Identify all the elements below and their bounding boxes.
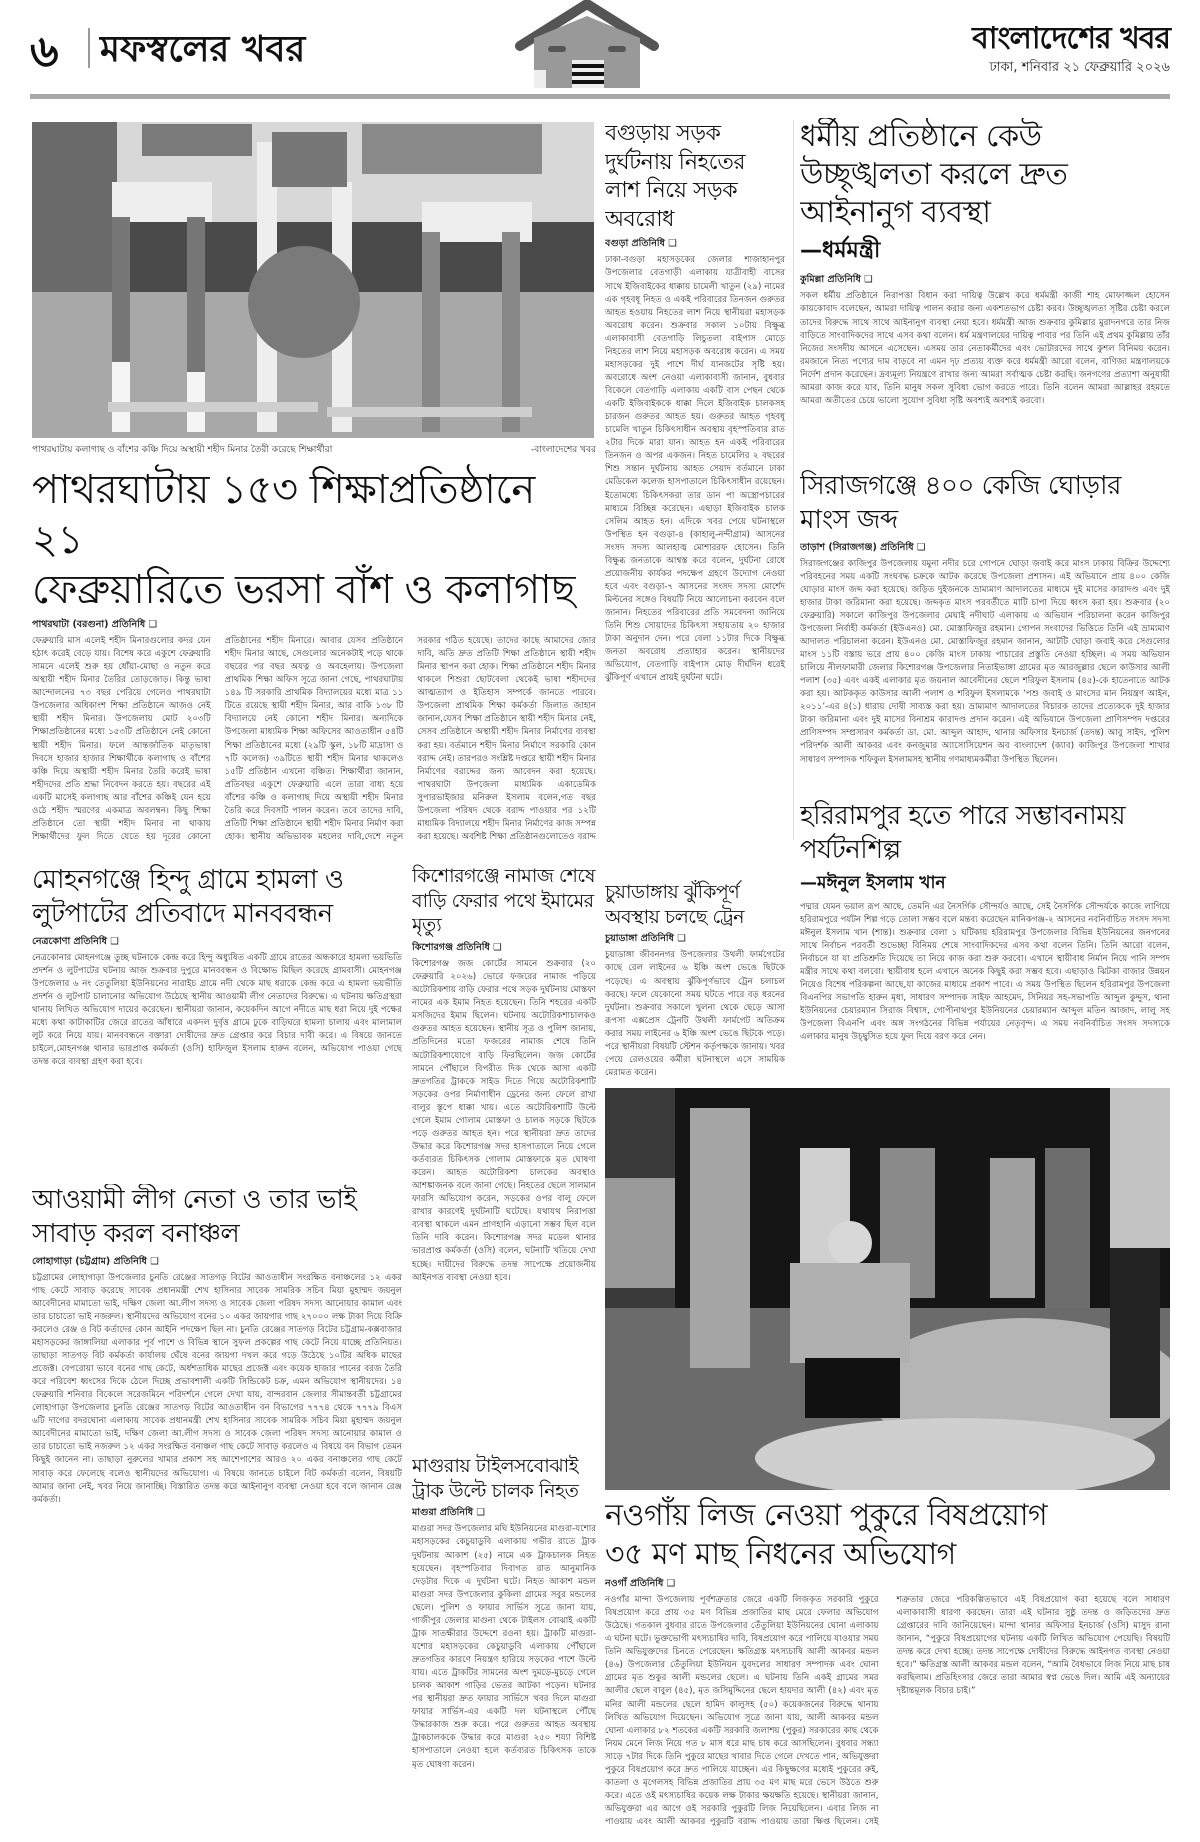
headline-harirampur: হরিরামপুর হতে পারে সম্ভাবনাময় পর্যটনশিল্প — [800, 801, 1126, 865]
article-bogura — [605, 120, 785, 872]
byline-magura: মাগুরা প্রতিনিধি ❑ — [412, 1507, 485, 1519]
article-sirajganj — [800, 470, 1170, 792]
house-icon — [512, 0, 662, 88]
article-body-bogura: ঢাকা-বগুড়া মহাসড়কের জেলার শাজাহানপুর উপজেলার বেতগাড়ী এলাকায় যাত্রীবাহী বাসের সাথে ইজিবাইকের ধাক্কায় চামেলী খাতুন (২৯) নামের এক গৃহবধূ নিহত ও একই পরিবারের তিনজন গুরুতর আহত হওয়ায় নিহতের লাশ নিয়ে স্থানীয়রা মহাসড়ক অবরোধ করেন। শুক্রবার সকাল ১০টায় বিক্ষুব্ধ এলাকাবাসী বেতগাড়ি লিচুতলা বাইপাস মোড়ে নিহতের লাশ নিয়ে মহাসড়ক অবরোধ করেন। এ সময় মহাসড়কের দুই পাশে দীর্ঘ যানজটের সৃষ্টি হয়। অবরোধে অংশ নেওয়া এলাকাবাসী জানান, বুধবার বিকেলে বেতগাড়ি এলাকায় একটি বাস পেছন থেকে একটি ইজিবাইককে ধাক্কা দিলে ইজিবাইক চালকসহ চারজন গুরুতর আহত হয়। গুরুতর আহত গৃহবধূ চামেলি খাতুন চিকিৎসাধীন অবস্থায় বৃহস্পতিবার রাত ২টার দিকে মারা যান। আহত হন একই পরিবারের তিনজন ও অপর একজন। নিহত চামেলির ২ বছরের শিশু সন্তান দুর্ঘটনায় আহত সেয়াদ বর্তমানে ঢাকা মেডিকেল কলেজ হাসপাতালে চিকিৎসাধীন রয়েছেন। ইতোমধ্যে চিকিৎসকরা তার ডান পা অস্ত্রোপচারের মাধ্যমে বিচ্ছিন্ন করেছেন। এছাড়া ইজিবাইক চালক সেলিম আহত হন। এদিকে খবর পেয়ে ঘটনাস্থলে উপস্থিত হন বগুড়া-৪ (কাহালু-নন্দীগ্রাম) আসনের সংসদ সদস্য আলহাজ্ব মোশাররফ হোসেন। তিনি বিক্ষুব্ধ জনতাকে আশ্বস্ত করে বলেন, দুর্ঘটনা রোধে প্রয়োজনীয় কার্যকর পদক্ষেপ গ্রহণে উদ্যোগ নেওয়া হবে এবং বগুড়া-৭ আসনের সংসদ সদস্য মোর্শেদ মিল্টনের সঙ্গেও বিষয়টি নিয়ে আলোচনা করবেন বলে জানান। নিহতের পরিবারের প্রতি সমবেদনা জানিয়ে তিনি শিশু সোয়াদের চিকিৎসা সহায়তায় ২০ হাজার টাকা অনুদান দেন। পরে বেলা ১১টার দিকে বিক্ষুব্ধ জনতা অবরোধ প্রত্যাহার করেন। স্থানীয়দের অভিযোগ, বেতগাড়ি বাইপাস মোড় দীর্ঘদিন ধরেই ঝুঁকিপূর্ণ এখানে প্রায়ই দুর্ঘটনা ঘটে। — [605, 255, 785, 684]
headline-kishoreganj: কিশোরগঞ্জে নামাজ শেষে বাড়ি ফেরার পথে ইমামের মৃত্যু — [412, 865, 595, 937]
section-title: মফস্বলের খবর — [100, 28, 306, 70]
photo-credit: -বাংলাদেশের খবর — [530, 445, 596, 455]
headline-awami: আওয়ামী লীগ নেতা ও তার ভাই সাবাড় করল বনাঞ্চল — [32, 1185, 357, 1249]
article-harirampur — [800, 800, 1170, 1082]
masthead-divider — [88, 28, 90, 68]
headline-patharghata-1: পাথরঘাটায় ১৫৩ শিক্ষাপ্রতিষ্ঠানে ২১ — [32, 467, 535, 563]
headline-patharghata-2: ফেব্রুয়ারিতে ভরসা বাঁশ ও কলাগাছ — [32, 567, 575, 613]
headline-mohanganj: মোহনগঞ্জে হিন্দু গ্রামে হামলা ও লুটপাটের প্রতিবাদে মানববন্ধন — [32, 865, 344, 929]
article-chuadanga — [605, 880, 785, 1080]
byline-sirajganj: তাড়াশ (সিরাজগঞ্জ) প্রতিনিধি ❑ — [800, 541, 926, 553]
headline-magura: মাগুরায় টাইলসবোঝাই ট্রাক উল্টে চালক নিহত — [412, 1455, 579, 1502]
masthead-rule — [30, 94, 1170, 99]
article-body-sirajganj: সিরাজগঞ্জের কাজিপুর উপজেলায় যমুনা নদীর চরে গোপনে ঘোড়া জবাই করে মাংস ঢাকায় বিক্রির উদ্দেশ্যে পরিবহনের সময় একটি সংঘবদ্ধ চক্রকে আটক করেছে উপজেলা প্রশাসন। এই অভিযানে প্রায় ৪০০ কেজি ঘোড়ার মাংস জব্দ করা হয়েছে। জড়িত দুইজনকে ভ্রাম্যমাণ আদালতের মাধ্যমে দুই মাসের কারাদণ্ড এবং দুই হাজার টাকা জরিমানা করা হয়েছে। জব্দকৃত মাংস পরবর্তীতে মাটি চাপা দিয়ে ধ্বংস করা হয়। শুক্রবার (২০ ফেব্রুয়ারি) সকালে কাজিপুর উপজেলার মেঘাই নদীঘাট এলাকায় এ অভিযান পরিচালনা করেন কাজিপুর উপজেলা নির্বাহী কর্মকর্তা (ইউএনও) মো. মোস্তাফিজুর রহমান। গোপন সংবাদের ভিত্তিতে তিনি এই ভ্রাম্যমাণ আদালত পরিচালনা করেন। ইউএনও মো. মোস্তাফিজুর রহমান জানান, আটটি ঘোড়া জবাই করে সেগুলোর মাংস ১১টি বস্তায় ভরে প্রায় ৪০০ কেজি মাংস ঢাকায় পাচারের প্রস্তুতি নেওয়া হচ্ছিল। এ সময় অভিযান চালিয়ে নীলফামারী জেলার কিশোরগঞ্জ উপজেলার নিতাইভাঙ্গা গ্রামের মৃত আরজুল্লার ছেলে কাউসার আলী পলাশ (৩৫) এবং একই এলাকার মৃত জয়নাল আবেদীনের ছেলে শরিফুল ইসলাম (৪৫)-কে হাতেনাতে আটক করা হয়। আটককৃত কাউসার আলী পলাশ ও শরিফুল ইসলামকে ‘পশু জবাই ও মাংসের মান নিয়ন্ত্রণ আইন, ২০১১’-এর ৪(১) ধারায় দোষী সাব্যস্ত করা হয়। ভ্রাম্যমাণ আদালতের বিচারক তাদের প্রত্যেককে দুই হাজার টাকা জরিমানা এবং দুই মাসের বিনাশ্রম কারাদণ্ড প্রদান করেন। এই অভিযানে উপজেলা প্রাণিসম্পদ দপ্তরের প্রাণিসম্পদ সম্প্রসারণ কর্মকর্তা ডা. মো. আব্দুল আহাদ, থানার অফিসার ইনচার্জ (তদন্ত) আবু সাইদ, পুলিশ পরিদর্শক আলী আকবর এবং কনজুমার অ্যাসোসিয়েশন অব বাংলাদেশ (ক্যাব) কাজিপুর উপজেলা শাখার সাধারণ সম্পাদক শফিকুল ইসলামসহ স্থানীয় গণমাধ্যমকর্মীরা উপস্থিত ছিলেন। — [800, 558, 1170, 765]
article-body-chuadanga: চুয়াডাঙ্গা জীবননগর উপজেলার উথলী ফার্মগেটের কাছে রেল লাইনের ৬ ইঞ্চি অংশ ভেঙে ছিটকে পড়েছে। এ অবস্থায় ঝুঁকিপূর্ণভাবে ট্রেন চলাচল করছে। ফলে যেকোনো সময় ঘটতে পারে বড় ধরনের দুর্ঘটনা। শুক্রবার সকালে খুলনা থেকে ছেড়ে আসা রূপসা এক্সপ্রেস ট্রেনটি উথলী ফার্মগেট অতিক্রম করার সময় লাইনের ৬ ইঞ্চি অংশ ভেঙে ছিটকে পড়ে। পরে স্থানীয়রা বিষয়টি স্টেশন কর্তৃপক্ষকে জানায়। খবর পেয়ে রেলওয়ের কর্মীরা ঘটনাস্থলে এসে সাময়িক মেরামত করেন। — [605, 950, 785, 1078]
article-body-awami: চট্টগ্রামের লোহাগাড়া উপজেলার চুনতি রেঞ্জের সাতগড় বিটের আওতাধীন সংরক্ষিত বনাঞ্চলের ১২ একর গাছ কেটে সাবাড় করেছে সাবেক প্রধানমন্ত্রী শেখ হাসিনার সাবেক সামরিক সচিব মিয়া মুহাম্মদ জয়নুল আবেদীনের মামাতো ভাই, দক্ষিণ জেলা আ.লীগ সদস্য ও সাবেক জেলা পরিষদ সদস্য আনোয়ার কামাল এবং তার চাচাতো ভাই নজরুল। স্থানীয়দের অভিযোগ বনের ১০ একর জায়গার গাছ ২৭০০০ লক্ষ টাকা দিয়ে বিক্রি করলেও রেঞ্জ ও বিট কর্তাদের কোন আইনি পদক্ষেপ ছিল না। চুনতি রেঞ্জের সাতগড় বিটের চট্টগ্রাম-কক্সবাজার মহাসড়কের জাঙ্গালিয়া এলাকার পূর্ব পাশে ও বিভিন্ন স্থানে সুফল প্রকল্পের গাছ কেটে নিয়ে যাচ্ছে প্রতিনিয়ত। তাছাড়া সাতগড় বিট কর্মকর্তা কার্যালয় ঘেঁষে বনের জায়গা দখল করে গড়ে উঠেছে ১০টির অধিক মাছের প্রজেক্ট। বেপরোয়া ভাবে বনের গাছ কেটে, অর্ধশতাধিক মাছের প্রজেক্ট এবং কয়েক হাজার পানের বরজ তৈরি করে পরিবেশ ধ্বংসের দিকে ঠেলে দিচ্ছে প্রভাবশালী একটি সিন্ডিকেট চক্র, এমন অভিযোগ স্থানীয়দের। ১৪ ফেব্রুয়ারি শনিবার বিকেলে সরেজমিনে পরিদর্শনে গেলে দেখা যায়, বান্দরবান জেলার সীমান্তবর্তী চট্টগ্রামের লোহাগাড়া উপজেলার চুনতি রেঞ্জের সাতগড় বিটের আওতাধীন বন বিভাগের ৭৭৭৪ থেকে ৭৭৭৯ বিএস ৬টি দাগের বদরঘোনা এলাকায় সাবেক প্রধানমন্ত্রী শেখ হাসিনার সাবেক সামরিক সচিব মিয়া মুহাম্মদ জয়নুল আবেদীনের মামাতো ভাই, দক্ষিণ জেলা আ.লীগ সদস্য ও সাবেক জেলা পরিষদ সদস্য আনোয়ার কামাল ও তার চাচাতো ভাই নজরুল ১২ একর সংরক্ষিত বনাঞ্চল গাছ কেটে সাবাড় করলেও এ বিষয়ে বন বিভাগ তেমন কিছুই জানেন না। তাছাড়া নুরুলের খামার প্রকাশ সহ আশেপাশের আরও ২০ একর বনাঞ্চলের গাছ কেটে সাবাড় করে ফেলেছে বলেও স্থানীয়দের অভিযোগ। এ বিষয়ে জানতে চাইলে বিট কর্মকর্তা বলেন, বিষয়টি আমার জানা নেই, খবর নিয়ে জানাচ্ছি। বিস্তারিত তদন্ত করে আইনানুগ ব্যবস্থা নেওয়া হবে বলে জানান রেঞ্জ কর্মকর্তা। — [32, 1272, 402, 1505]
photo-shaheed-minar — [32, 122, 594, 438]
byline-chuadanga: চুয়াডাঙ্গা প্রতিনিধি ❑ — [605, 933, 686, 945]
article-body-mohanganj: নেত্রকোনার মোহনগঞ্জে তুচ্ছ ঘটনাকে কেন্দ্র করে হিন্দু অধ্যুষিত একটি গ্রামে রাতের অন্ধকারে হামলা ভয়ভিতি প্রদর্শন ও লুটপাটের ঘটনায় আজ শুক্রবার দুপুরে মানববন্ধন ও বিক্ষোভ মিছিল করেছে গ্রামবাসী। মোহনগঞ্জ উপজেলার ৬ নং তেতুলিয়া ইউনিয়নের নারাইচ গ্রামে নদী থেকে মাছ ধরাকে কেন্দ্র করে এ হামলা ভয়ভীতি প্রদর্শন ও লুটপাট চালানোর অভিযোগ উঠেছে স্থানীয় আওয়ামী লীগ নেতাদের বিরুদ্ধে। এ ঘটনায় ক্ষতিগ্রস্থরা থানায় লিখিত অভিযোগ দায়ের করেছেন। স্থানীয়রা জানান, কয়েকদিন আগে নদীতে মাছ ধরা নিয়ে দুই পক্ষের মধ্যে কথা কাটাকাটির জেরে রাতের আঁধারে একদল দুর্বৃত্ত গ্রামে ঢুকে বাড়িঘরে হামলা চালায় এবং মালামাল লুট করে নিয়ে যায়। মানববন্ধনে বক্তারা দোষীদের দ্রুত গ্রেপ্তার করে বিচার দাবী করে। এ বিষয়ে জানতে চাইলে,মোহনগঞ্জ থানার ভারপ্রাপ্ত কর্মকর্তা (ওসি) হাফিজুল ইসলাম হারুন বলেন, অভিযোগ পাওয়া গেছে তদন্ত করে ব্যবস্থা গ্রহণ করা হবে। — [32, 952, 402, 1068]
article-body-naogaon: নওগাঁর মান্দা উপজেলায় পূর্বশত্রুতার জেরে একটি লিজকৃত সরকারি পুকুরে বিষপ্রয়োগ করে প্রায় ৩৫ মণ বিভিন্ন প্রজাতির মাছ মেরে ফেলার অভিযোগ উঠেছে। গতকাল বুধবার রাতে উপজেলার তেঁতুলিয়া ইউনিয়নের ঘোনা এলাকায় এ ঘটনা ঘটে। ভুক্তভোগী মৎস্যচাষির দাবি, বিষপ্রয়োগ করে পালিয়ে যাওয়ার সময় তিনি অভিযুক্তদের চিনতে পেরেছেন। ক্ষতিগ্রস্ত মৎস্যচাষি আলী আকবর মন্ডল (৪৬) উপজেলার তেঁতুলিয়া ইউনিয়ন যুবদলের সাধারণ সম্পাদক এবং ঘোনা গ্রামের মৃত শুকুর আলী মন্ডলের ছেলে। এ ঘটনায় তিনি একই গ্রামের সমর আলীর ছেলে বাবুল (৪৫), মৃত জসিমুদ্দিনের ছেলে হায়দার আলী (৪২) এবং মৃত মনির আলী মন্ডলের ছেলে হামিদ কালুসহ (৫০) কয়েকজনের বিরুদ্ধে থানায় লিখিত অভিযোগ দিয়েছেন। অভিযোগ সূত্রে জানা যায়, আলী আকবর মন্ডল ঘোনা এলাকার ৮২ শতকের একটি সরকারি জলাশয় (পুকুর) সরকারের কাছ থেকে নিয়ম মেনে লিজ নিয়ে গত ৮ মাস ধরে মাছ চাষ করে আসছিলেন। বুধবার সন্ধ্যা সাড়ে ৭টার দিকে তিনি পুকুরে মাছের খাবার দিতে গেলে দেখতে পান, অভিযুক্তরা পুকুরে বিষপ্রয়োগ করে দ্রুত পালিয়ে যাচ্ছেন। এর কিছুক্ষণের মধ্যেই পুকুরের রুই, কাতলা ও মৃগেলসহ বিভিন্ন প্রজাতির প্রায় ৩৫ মণ মাছ মরে ভেসে উঠতে শুরু করে। এতে ওই মৎস্যচাষির কয়েক লক্ষ টাকার ক্ষয়ক্ষতি হয়েছে। স্থানীয়রা জানান, অভিযুক্তরা এর আগে ওই সরকারি পুকুরটি লিজ নিয়েছিলেন। এবার লিজ না পাওয়ায় এবং আলী আকবর পুকুরটি বরাদ্দ পাওয়ায় তারা ক্ষিপ্ত ছিলেন। সেই শত্রুতার জেরে পরিকল্পিতভাবে এই বিষপ্রয়োগ করা হয়েছে বলে সাধারণ এলাকাবাসী ধারণা করছেন। তারা এই ঘটনার সুষ্ঠু তদন্ত ও জড়িতদের দ্রুত গ্রেপ্তারের দাবি জানিয়েছেন। মান্দা থানার অফিসার ইনচার্জ (ওসি) মাসুদ রানা জানান, “পুকুরে বিষপ্রয়োগের ঘটনায় একটি লিখিত অভিযোগ পেয়েছি। বিষয়টি তদন্ত করে দেখা হচ্ছে। তদন্ত সাপেক্ষে দোষীদের বিরুদ্ধে আইনগত ব্যবস্থা নেওয়া হবে।” ক্ষতিগ্রস্ত আলী আকবর মন্ডল বলেন, “আমি বৈধভাবে লিজ নিয়ে মাছ চাষ করছিলাম। প্রতিহিংসার জেরে তারা আমার স্বপ্ন ভেঙে দিল। আমি এই অন্যায়ের দৃষ্টান্তমূলক বিচার চাই।” — [605, 1595, 1170, 1828]
photo-caption: পাথরঘাটায় কলাগাছ ও বাঁশের কঞ্চি দিয়ে অস্থায়ী শহীদ মিনার তৈরী করেছে শিক্ষার্থীরা — [32, 445, 333, 455]
page-number: ৬ — [30, 26, 59, 77]
headline-chuadanga: চুয়াডাঙ্গায় ঝুঁকিপূর্ণ অবস্থায় চলছে ট্রেন — [605, 881, 744, 928]
newspaper-brand-logo: বাংলাদেশের খবর — [972, 21, 1170, 56]
article-patharghata — [32, 442, 596, 856]
article-body-kishoreganj: কিশোরগঞ্জ জজ কোর্টের সামনে শুক্রবার (২০ ফেব্রুয়ারি ২০২৬) ভোরে ফজরের নামাজ পড়িয়ে অটোরিকশায় বাড়ি ফেরার পথে সড়ক দুর্ঘটনায় মোস্তফা নামের এক ইমাম নিহত হয়েছেন। তিনি শহরের একটি মসজিদের ইমাম ছিলেন। ঘটনায় অটোরিকশাচালকও গুরুতর আহত হয়েছেন। স্থানীয় সূত্র ও পুলিশ জানায়, প্রতিদিনের মতো ফজরের নামাজ শেষে তিনি অটোরিকশাযোগে বাড়ি ফিরছিলেন। জজ কোর্টের সামনে পৌঁছালে বিপরীত দিক থেকে আসা একটি দ্রুতগতির ট্রাককে সাইড দিতে গিয়ে অটোরিকশাটি সড়কের ওপর নির্মাণাধীন ড্রেনের জন্য ফেলে রাখা বালুর স্তূপে ধাক্কা খায়। এতে অটোরিকশাটি উল্টে গেলে ইমাম গোলাম মোস্তফা ও চালক সড়কে ছিটকে পড়ে গুরুতর আহত হন। পরে স্থানীয়রা দ্রুত তাদের উদ্ধার করে কিশোরগঞ্জ সদর হাসপাতালে নিয়ে গেলে কর্তব্যরত চিকিৎসক গোলাম মোস্তফাকে মৃত ঘোষণা করেন। আহত অটোরিকশা চালকের অবস্থাও আশঙ্কাজনক বলে জানা গেছে। নিহতের ছেলে সালমান ফারসি অভিযোগ করেন, সড়কের ওপর বালু ফেলে রাখার কারণেই দুর্ঘটনাটি ঘটেছে। যথাযথ নিরাপত্তা ব্যবস্থা থাকলে এমন প্রাণহানি এড়ানো সম্ভব ছিল বলে তিনি দাবি করেন। কিশোরগঞ্জ সদর মডেল থানার ভারপ্রাপ্ত কর্মকর্তা (ওসি) বলেন, ঘটনাটি খতিয়ে দেখা হচ্ছে। দায়ীদের বিরুদ্ধে তদন্ত সাপেক্ষে প্রয়োজনীয় আইনগত ব্যবস্থা নেওয়া হবে। — [412, 959, 596, 1283]
byline-awami: লোহাগাড়া (চট্টগ্রাম) প্রতিনিধি ❑ — [32, 1255, 159, 1267]
article-magura — [412, 1454, 596, 1836]
byline-bogura: বগুড়া প্রতিনিধি ❑ — [605, 238, 677, 250]
article-awami — [32, 1184, 402, 1836]
article-religious — [800, 118, 1170, 462]
column-divider — [793, 120, 794, 840]
headline-naogaon-2: ৩৫ মণ মাছ নিধনের অভিযোগ — [605, 1537, 956, 1572]
article-body-harirampur: পদ্মার যেমন ভয়াল রূপ আছে, তেমনি এর নৈসর্গিক সৌন্দর্যও আছে, সেই নৈসর্গিক সৌন্দর্যকে কাজে লাগিয়ে হরিরামপুরে পর্যটন শিল্প গড়ে তোলা সম্ভব বলে মন্তব্য করেছেন মানিকগঞ্জ-২ আসনের নবনির্বাচিত সংসদ সদস্য মঈনুল ইসলাম খান (শান্ত)। শুক্রবার বেলা ১ ঘটিকায় হরিরামপুর উপজেলার বিভিন্ন ইউনিয়নের জনগনের সাথে নির্বাচন পরবর্তী শুভেচ্ছা বিনিময় শেষে সাংবাদিকদের এসব কথা বলেন তিনি। তিনি আরো বলেন, নির্বাচনে যা যা প্রতিশ্রুতি দিয়েছে তা নিয়ে কাজ করা শুরু করবো। এখানে স্থায়ীবাধ নির্মান নিয়ে পানি সম্পদ মন্ত্রীর সাথে কথা বলবো। স্থায়ীবাধ হলে এখানে অনেক কিছুই করা সম্ভব হবে। এছাড়াও ঝিটকা বাজার উন্নয়ন নিয়েও বিশেষ পরিকল্পনা আছে,যা কাজের মাধ্যমে প্রকাশ পাবে। এ সময় উপস্থিত ছিলেন হরিরামপুর উপজেলা বিএনপির সভাপতি হারুন মৃধা, সাধারণ সম্পাদক সাইফ আহমেদ, সিনিয়র সহ-সভাপতি আব্দুল কুদ্দুস, থানা ইউনিয়নের চেয়ারম্যান সিরাজ বিশ্বাস, গোপীনাথপুর ইউনিয়নের চেয়ারম্যান আব্দুল মতিন আজাদ, লালু সহ উপজেলা বিএনপি এবং অঙ্গ সংগঠনের বিভিন্ন পর্যায়ের নেতৃবৃন্দ। এ সময় নবনির্বাচিত সংসদ সদস্যকে এলাকার মানুষ উচ্ছ্বসিত হয়ে ফুল দিয়ে বরণ করে নেন। — [800, 901, 1170, 1043]
article-kishoreganj — [412, 864, 596, 1444]
headline-bogura: বগুড়ায় সড়ক দুর্ঘটনায় নিহতের লাশ নিয়ে সড়ক অবরোধ — [605, 121, 746, 232]
article-naogaon — [605, 1496, 1170, 1836]
headline-religious: ধর্মীয় প্রতিষ্ঠানে কেউ উচ্ছৃঙ্খলতা করলে দ্রুত আইনানুগ ব্যবস্থা — [800, 119, 1068, 230]
byline-kishoreganj: কিশোরগঞ্জ প্রতিনিধি ❑ — [412, 942, 502, 954]
byline-naogaon: নওগাঁ প্রতিনিধি ❑ — [605, 1578, 676, 1589]
photo-caption-row — [32, 442, 596, 457]
photo-naogaon-fish — [605, 1088, 1170, 1490]
byline-patharghata: পাথরঘাটা (বরগুনা) প্রতিনিধি ❑ — [32, 619, 157, 630]
headline-naogaon-1: নওগাঁয় লিজ নেওয়া পুকুরে বিষপ্রয়োগ — [605, 1498, 1048, 1533]
article-body-magura: মাগুরা সদর উপজেলার মঘি ইউনিয়নের মাগুরা-যশোর মহাসড়কের কেচুয়াডুবি এলাকায় গভীর রাতে ট্রাক দুর্ঘটনায় আকাশ (২৫) নামে এক ট্রাকচালক নিহত হয়েছেন। বৃহস্পতিবার দিবাগত রাত আনুমানিক দেড়টার দিকে এ দুর্ঘটনা ঘটে। নিহত আকাশ মন্ডল মাগুরা সদর উপজেলার কুকিলা গ্রামের সবুর মন্ডলের ছেলে। পুলিশ ও ফায়ার সার্ভিস সূত্রে জানা যায়, গাজীপুর জেলার মাগুনা থেকে টাইলস বোঝাই একটি ট্রাক সাতক্ষীরার উদ্দেশে রওনা হয়। ট্রাকটি মাগুরা-যশোর মহাসড়কের কেচুয়াডুবি এলাকায় পৌঁছালে দ্রুতগতির কারণে নিয়ন্ত্রণ হারিয়ে সড়কের পাশে উল্টে যায়। এতে ট্রাকটির সামনের অংশ দুমড়ে-মুচড়ে গেলে চালক আকাশ গাড়ির ভেতর আটকা পড়েন। ঘটনার পর স্থানীয়রা দ্রুত ফায়ার সার্ভিসে খবর দিলে মাগুরা ফায়ার সার্ভিস-এর একটি দল ঘটনাস্থলে পৌঁছে উদ্ধারকাজ শুরু করে। পরে গুরুতর আহত অবস্থায় ট্রাকচালককে উদ্ধার করে মাগুরা ২৫০ শয্যা বিশিষ্ট হাসপাতালে নেওয়া হলে কর্তব্যরত চিকিৎসক তাকে মৃত ঘোষণা করেন। — [412, 1524, 596, 1770]
article-body-religious: সকল ধর্মীয় প্রতিষ্ঠানে নিরাপত্তা বিধান করা দায়িত্ব উল্লেখ করে ধর্মমন্ত্রী কাজী শাহ মোফাজ্জল হোসেন কায়কোবাদ বলেছেন, আমরা দায়িত্ব পালন করার জন্য একশতভাগ চেষ্টা করব। উচ্ছৃঙ্খলতা সৃষ্টির চেষ্টা করলে তাদের বিরুদ্ধে সাথে সাথে আইনানুগ ব্যবস্থা নেয়া হবে। ধর্মমন্ত্রী আজ শুক্রবার কুমিল্লার মুরাদনগরে তার নিজ বাড়িতে সাংবাদিকদের সাথে এসব কথা বলেন। ধর্ম মন্ত্রণালয়ের দায়িত্ব পাবার পর তিনি এই প্রথম কুমিল্লায় তাঁর নিজের সংসদীয় আসনে এসেছেন। এসময় তার নেতাকর্মীদের এবং ভোটারদের সাথে কুশল বিনিময় করেন। রমজানে নিত্য পণ্যের দাম বাড়বে না এমন দৃঢ় প্রত্যয় ব্যক্ত করে ধর্মমন্ত্রী আরো বলেন, বাণিজ্য মন্ত্রণালয়কে নির্দেশ প্রদান করেছেন। দ্রব্যমূল্য নিয়ন্ত্রণে রাখার জন্য আমরা সর্বাত্মক চেষ্টা করছি। জনগণের প্রত্যাশা অনুযায়ী আমরা কাজ করে যাব, তিনি মানুষ সকল সুবিধা ভোগ করতে পারে। তিনি বলেন আমরা আল্লাহর রহমতে আমরা অতীতের চেয়ে ভালো সুযোগ সুবিধা সৃষ্টি অবশ্যই অবশ্যই করবো। — [800, 291, 1170, 406]
byline-mohanganj: নেত্রকোণা প্রতিনিধি ❑ — [32, 935, 119, 947]
byline-religious: কুমিল্লা প্রতিনিধি ❑ — [800, 274, 873, 286]
dateline: ঢাকা, শনিবার ২১ ফেব্রুয়ারি ২০২৬ — [989, 60, 1170, 75]
article-body-patharghata: ফেব্রুয়ারি মাস এলেই শহীদ মিনারগুলোর কদর যেন হঠাৎ করেই বেড়ে যায়। বিশেষ করে একুশে ফেব্রুয়ারি সামনে এলেই শুরু হয় ধোঁয়া-মোছা ও নতুন করে অস্থায়ী শহীদ মিনার তৈরির তোড়জোড়। কিন্তু ভাষা আন্দোলনের ৭৩ বছর পেরিয়ে গেলেও পাথরঘাটা উপজেলার অধিকাংশ শিক্ষা প্রতিষ্ঠানে আজও নেই স্থায়ী শহীদ মিনার। উপজেলায় মোট ২০৩টি শিক্ষাপ্রতিষ্ঠানের মধ্যে ১৫৩টি প্রতিষ্ঠানে নেই কোনো স্থায়ী শহীদ মিনার। ফলে আন্তর্জাতিক মাতৃভাষা দিবসে হাজার হাজার শিক্ষার্থীকে কলাগাছ ও বাঁশের কঞ্চি দিয়ে অস্থায়ী শহীদ মিনার তৈরি করেই ভাষা শহীদদের প্রতি শ্রদ্ধা নিবেদন করতে হয়। বছরের এই একটি মাসেই কলাগাছ আর বাঁশের কঞ্চিই যেন হয়ে ওঠে শহীদ স্মরণের একমাত্র অবলম্বন। কিছু শিক্ষা প্রতিষ্ঠানে তো স্থায়ী শহীদ মিনার না থাকায় শিক্ষার্থীদের ফুল দিতে যেতে হয় দূরের কোনো প্রতিষ্ঠানের শহীদ মিনারে। আবার যেসব প্রতিষ্ঠানে শহীদ মিনার আছে, সেগুলোর অনেকটাই পড়ে থাকে বছরের পর বছর অযত্ন ও অবহেলায়। উপজেলা প্রাথমিক শিক্ষা অফিস সূত্রে জানা গেছে, পাথরঘাটায় ১৪৯ টি সরকারি প্রাথমিক বিদ্যালয়ের মধ্যে মাত্র ১১ টিতে রয়েছে স্থায়ী শহীদ মিনার, আর বাকি ১৩৮ টি বিদ্যালয়ে নেই কোনো শহীদ মিনার। অন্যদিকে উপজেলা মাধ্যমিক শিক্ষা অফিসের আওতাধীন ৫৪টি শিক্ষা প্রতিষ্ঠানের মধ্যে (২৯টি স্কুল, ১৮টি মাদ্রাসা ও ৭টি কলেজ) ৩৯টিতে স্থায়ী শহীদ মিনার থাকলেও ১৫টি প্রতিষ্ঠান এখনো বঞ্চিত। শিক্ষার্থীরা জানান, প্রতিবছর একুশে ফেব্রুয়ারি এলে তারা বাধ্য হয়ে বাঁশের কঞ্চি ও কলাগাছ দিয়ে অস্থায়ী শহীদ মিনার তৈরি করে দিবসটি পালন করেন। তবে তাদের দাবি, প্রতিটি শিক্ষা প্রতিষ্ঠানে স্থায়ী শহীদ মিনার নির্মাণ করা হোক। স্থানীয় অভিভাবক মহলের দাবি,দেশে নতুন সরকার গঠিত হয়েছে। তাদের কাছে আমাদের জোর দাবি, অতি দ্রুত প্রতিটি শিক্ষা প্রতিষ্ঠানে স্থায়ী শহীদ মিনার স্থাপন করা হোক। শিক্ষা প্রতিষ্ঠানে শহীদ মিনার থাকলে শিশুরা ছোটবেলা থেকেই ভাষা শহীদদের আত্মত্যাগ ও ইতিহাস সম্পর্কে জানতে পারবে। উপজেলা প্রাথমিক শিক্ষা কর্মকর্তা জিলাত জাহান জানান,যেসব শিক্ষা প্রতিষ্ঠানে স্থায়ী শহীদ মিনার নেই, সেসব প্রতিষ্ঠানে অস্থায়ী শহীদ মিনার নির্মাণের ব্যবস্থা করা হয়। বর্তমানে শহীদ মিনার নির্মাণে সরকারি কোন বরাদ্দ নেই। তারপরও সংশ্লিষ্ট দপ্তরে স্থায়ী শহীদ মিনার নির্মাণের বরাদ্দের জন্য আবেদন করা হয়েছে। পাথরঘাটা উপজেলা মাধ্যমিক একাডেমিক সুপারভাইজার মনিরুল ইসলাম বলেন,গত বছর উপজেলা পরিষদ থেকে বরাদ্দ পাওয়ার পর ১২টি মাধ্যমিক বিদ্যালয়ে শহীদ মিনার নির্মাণের কাজ সম্পন্ন করা হয়েছে। অবশিষ্ট শিক্ষা প্রতিষ্ঠানগুলোতেও বরাদ্দ — [32, 636, 596, 842]
article-mohanganj — [32, 864, 402, 1174]
subhead-harirampur: —মঈনুল ইসলাম খান — [800, 872, 946, 893]
subhead-religious: —ধর্মমন্ত্রী — [800, 238, 881, 264]
headline-sirajganj: সিরাজগঞ্জে ৪০০ কেজি ঘোড়ার মাংস জব্দ — [800, 471, 1121, 535]
